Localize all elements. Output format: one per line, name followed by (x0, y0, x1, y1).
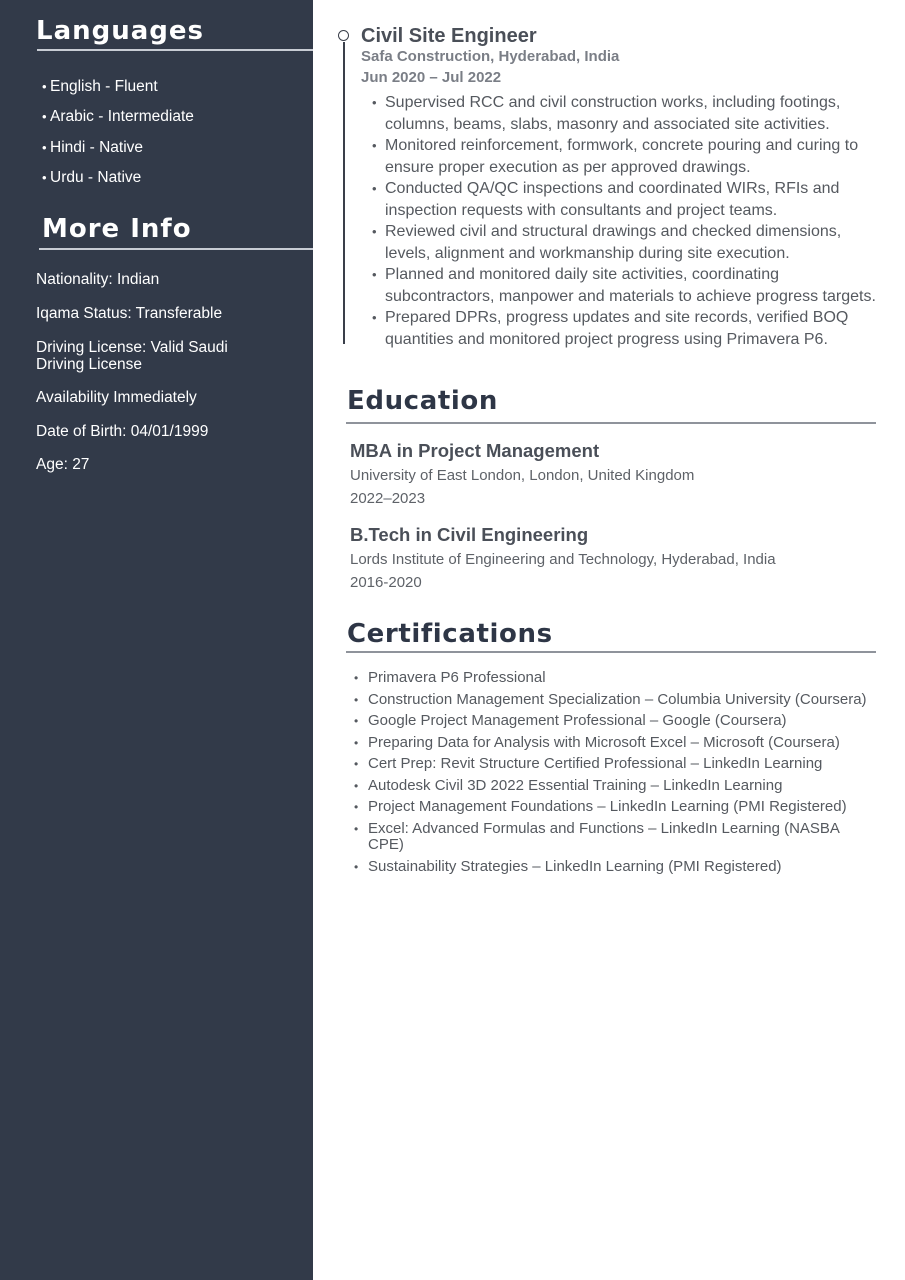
list-item: • Urdu - Native (42, 168, 142, 186)
list-item: • Preparing Data for Analysis with Microsoft Excel – Microsoft (Coursera) (354, 733, 840, 751)
iqama-status-text: Iqama Status: Transferable (36, 305, 223, 322)
list-item: • Autodesk Civil 3D 2022 Essential Training – LinkedIn Learning (354, 776, 783, 794)
certifications-divider (346, 651, 876, 653)
list-item: • Hindi - Native (42, 138, 144, 156)
driving-license-text: Driving License: Valid Saudi (36, 339, 228, 356)
list-item: • English - Fluent (42, 78, 158, 95)
list-item: • Excel: Advanced Formulas and Functions – LinkedIn Learning (NASBA CPE) (354, 819, 840, 853)
list-item: • Sustainability Strategies – LinkedIn Learning (PMI Registered) (354, 857, 782, 875)
education-divider (346, 422, 876, 424)
education-degree: MBA in Project Management (350, 440, 600, 461)
list-item: • Cert Prep: Revit Structure Certified Professional – LinkedIn Learning (354, 755, 823, 772)
timeline-line (343, 42, 345, 344)
list-item: • Conducted QA/QC inspections and coordinated WIRs, RFIs and inspection requests with consultants and project teams. (372, 180, 840, 219)
job-dates: Jun 2020 – Jul 2022 (361, 69, 502, 86)
education-degree: B.Tech in Civil Engineering (350, 524, 589, 545)
languages-heading: Languages (36, 16, 205, 46)
age-text: Age: 27 (36, 456, 90, 473)
timeline-dot-icon (338, 30, 349, 41)
list-item: • Planned and monitored daily site activities, coordinating subcontractors, manpower and materials to achieve progress targets. (372, 266, 876, 305)
education-school: Lords Institute of Engineering and Technology, Hyderabad, India (350, 551, 776, 568)
certifications-heading: Certifications (347, 619, 553, 649)
more-info-heading: More Info (42, 214, 192, 244)
job-company: Safa Construction, Hyderabad, India (361, 48, 620, 65)
list-item: • Construction Management Specialization – Columbia University (Coursera) (354, 690, 867, 708)
education-heading: Education (347, 386, 498, 416)
education-years: 2016-2020 (350, 574, 422, 591)
more-info-divider (39, 248, 313, 250)
languages-list (42, 72, 194, 193)
sidebar (0, 0, 313, 1280)
date-of-birth-text: Date of Birth: 04/01/1999 (36, 423, 209, 440)
list-item: • Supervised RCC and civil construction works, including footings, columns, beams, slabs, masonry and associated site activities. (372, 94, 841, 133)
list-item: • Google Project Management Professional – Google (Coursera) (354, 712, 787, 729)
job-title: Civil Site Engineer (361, 25, 537, 47)
list-item: • Reviewed civil and structural drawings and checked dimensions, levels, alignment and workmanship during site execution. (372, 223, 842, 262)
job-responsibilities (369, 92, 889, 350)
main-content (313, 0, 905, 1280)
list-item: • Arabic - Intermediate (42, 108, 194, 126)
education-years: 2022–2023 (350, 490, 426, 507)
list-item: • Primavera P6 Professional (354, 669, 546, 686)
list-item: • Project Management Foundations – LinkedIn Learning (PMI Registered) (354, 798, 847, 815)
driving-license-text-cont: Driving License (36, 356, 142, 373)
education-school: University of East London, London, United Kingdom (350, 467, 695, 484)
list-item: • Prepared DPRs, progress updates and site records, verified BOQ quantities and monitored project progress using Primavera P6. (372, 309, 849, 348)
list-item: • Monitored reinforcement, formwork, concrete pouring and curing to ensure proper execution as per approved drawings. (372, 137, 859, 176)
languages-divider (37, 49, 313, 51)
availability-text: Availability Immediately (36, 389, 197, 406)
certifications-list (354, 670, 874, 880)
nationality-text: Nationality: Indian (36, 271, 160, 288)
